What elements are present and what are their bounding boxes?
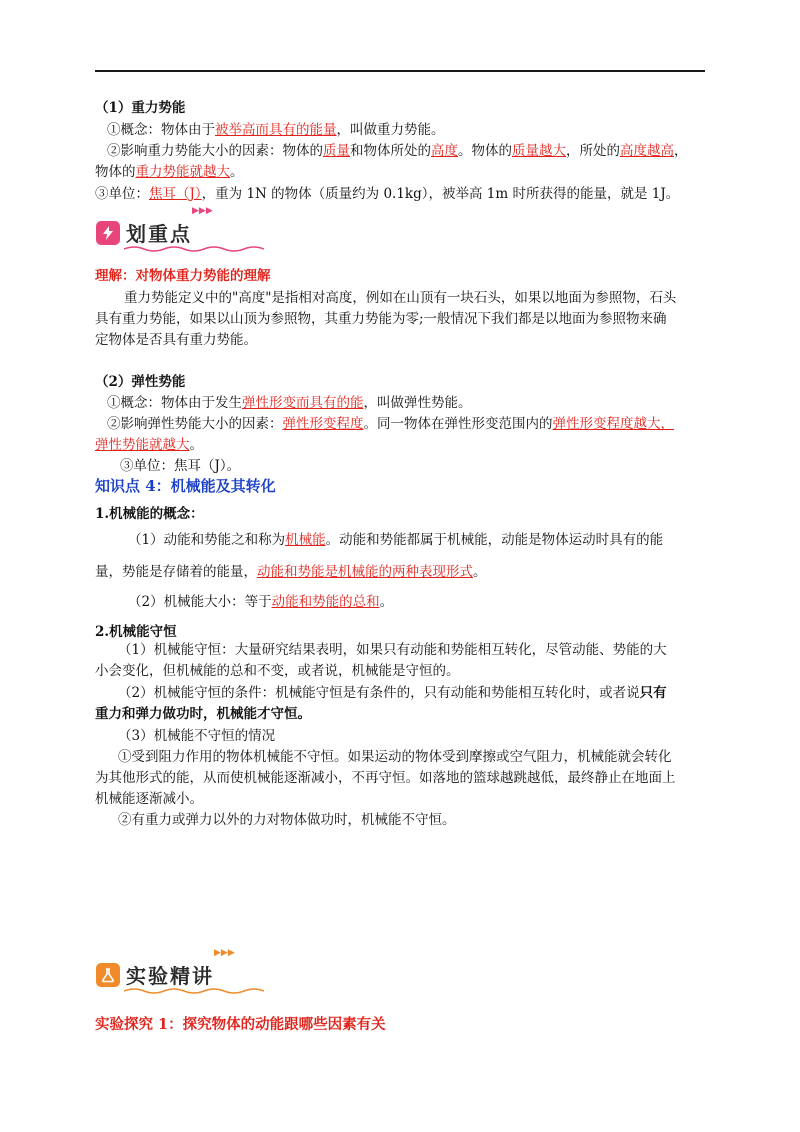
kp4-title: 知识点 4：机械能及其转化 <box>95 477 276 495</box>
wave-decor <box>124 245 264 253</box>
header-rule <box>95 70 705 72</box>
conservation-line-2: 小会变化，但机械能的总和不变，或者说，机械能是守恒的。 <box>95 663 460 679</box>
kp4-h2: 2.机械能守恒 <box>95 624 177 640</box>
experiment-1-title: 实验探究 1：探究物体的动能跟哪些因素有关 <box>95 1016 386 1033</box>
elastic-pe-factors: ②影响弹性势能大小的因素：弹性形变程度。同一物体在弹性形变范围内的弹性形变程度越大， <box>107 416 674 432</box>
kp4-p2: （2）机械能大小：等于动能和势能的总和。 <box>128 594 394 610</box>
conservation-line-1: （1）机械能守恒：大量研究结果表明，如果只有动能和势能相互转化，尽管动能、势能的大 <box>118 642 667 658</box>
non-conservation-line-1: ①受到阻力作用的物体机械能不守恒。如果运动的物体受到摩擦或空气阻力，机械能就会转化 <box>118 749 672 765</box>
understanding-line-2: 具有重力势能，如果以山顶为参照物，其重力势能为零;一般情况下我们都是以地面为参照物来确 <box>95 311 667 327</box>
kp4-p1-line2: 量，势能是存储着的能量，动能和势能是机械能的两种表现形式。 <box>95 564 487 580</box>
gravity-pe-factors: ②影响重力势能大小的因素：物体的质量和物体所处的高度。物体的质量越大，所处的高度越高， <box>107 143 688 159</box>
kp4-p1-line1: （1）动能和势能之和称为机械能。动能和势能都属于机械能，动能是物体运动时具有的能 <box>128 532 664 548</box>
section-title-gravity-pe: （1）重力势能 <box>95 100 186 116</box>
lightning-icon <box>96 221 120 245</box>
gravity-pe-concept: ①概念：物体由于被举高而具有的能量，叫做重力势能。 <box>107 122 445 138</box>
wave-decor <box>124 987 264 995</box>
conservation-condition-line-1: （2）机械能守恒的条件：机械能守恒是有条件的，只有动能和势能相互转化时，或者说只有 <box>118 685 667 701</box>
kp4-h1: 1.机械能的概念： <box>95 506 204 522</box>
non-conservation-line-2: 为其他形式的能，从而使机械能逐渐减小，不再守恒。如落地的篮球越跳越低，最终静止在地面上 <box>95 770 676 786</box>
gravity-pe-unit: ③单位：焦耳（J），重为 1N 的物体（质量约为 0.1kg），被举高 1m 时所获得的能量，就是 1J。 <box>95 186 680 202</box>
elastic-pe-factors-cont: 弹性势能就越大。 <box>95 437 203 453</box>
flask-icon <box>96 963 120 987</box>
elastic-pe-unit: ③单位：焦耳（J）。 <box>120 458 241 474</box>
section-title-elastic-pe: （2）弹性势能 <box>95 374 186 390</box>
key-point-label: 划重点 <box>126 222 192 246</box>
understanding-title: 理解：对物体重力势能的理解 <box>95 268 271 284</box>
gravity-pe-factors-cont: 物体的重力势能就越大。 <box>95 164 244 180</box>
non-conservation-line-4: ②有重力或弹力以外的力对物体做功时，机械能不守恒。 <box>118 812 456 828</box>
experiment-badge: 实验精讲 ▶▶▶ <box>96 960 214 989</box>
elastic-pe-concept: ①概念：物体由于发生弹性形变而具有的能，叫做弹性势能。 <box>107 395 472 411</box>
understanding-line-1: 重力势能定义中的"高度"是指相对高度，例如在山顶有一块石头，如果以地面为参照物，石头 <box>124 290 677 306</box>
non-conservation-title: （3）机械能不守恒的情况 <box>118 728 276 744</box>
key-point-badge: 划重点 ▶▶▶ <box>96 218 192 247</box>
conservation-condition-line-2: 重力和弹力做功时，机械能才守恒。 <box>95 706 311 722</box>
non-conservation-line-3: 机械能逐渐减小。 <box>95 791 203 807</box>
experiment-label: 实验精讲 <box>126 964 214 988</box>
understanding-line-3: 定物体是否具有重力势能。 <box>95 332 257 348</box>
